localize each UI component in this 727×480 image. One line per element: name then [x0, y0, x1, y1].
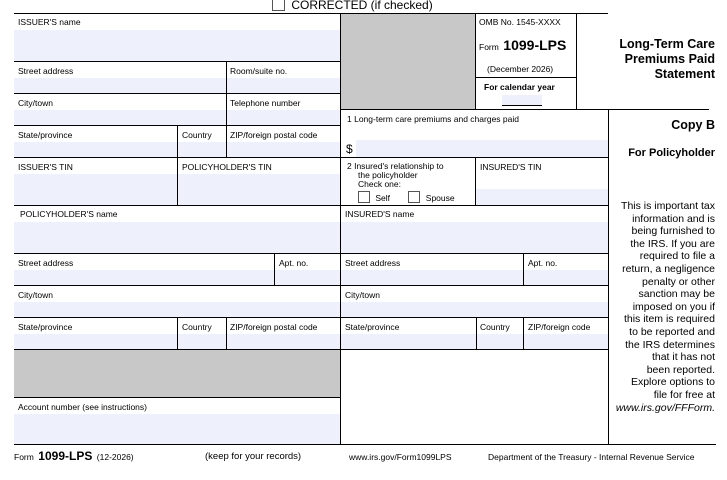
- copy-subtitle: For Policyholder: [628, 147, 715, 159]
- notice-line: www.irs.gov/FFForm.: [615, 401, 715, 414]
- insured-apt-label: Apt. no.: [528, 258, 558, 268]
- rule: [340, 13, 341, 445]
- issuer-state-label: State/province: [18, 130, 73, 140]
- rule: [177, 125, 178, 205]
- account-number-field[interactable]: [14, 414, 340, 444]
- box1-currency: $: [346, 142, 353, 156]
- policyholder-zip-label: ZIP/foreign postal code: [230, 322, 318, 332]
- insured-name-field[interactable]: [341, 222, 608, 253]
- notice-line: imposed on you if: [632, 300, 715, 313]
- footer-keep: (keep for your records): [205, 451, 302, 462]
- footer-dept: Department of the Treasury - Internal Revenue Service: [488, 452, 695, 462]
- notice-line: been reported.: [646, 363, 715, 376]
- rule: [14, 61, 341, 62]
- policyholder-country-field[interactable]: [178, 334, 226, 349]
- shaded-area-bottom: [14, 350, 340, 397]
- rule: [341, 109, 709, 110]
- notice-line: this item is required: [623, 313, 715, 326]
- notice-line: the IRS determines: [625, 338, 715, 351]
- copy-title: Copy B: [671, 118, 715, 132]
- account-number-label: Account number (see instructions): [18, 402, 147, 412]
- notice-line: file for free at: [653, 388, 715, 401]
- insured-street-field[interactable]: [341, 270, 523, 285]
- form-number-block: [479, 36, 566, 56]
- issuer-tin-field[interactable]: [14, 174, 177, 205]
- policyholder-apt-field[interactable]: [275, 270, 340, 285]
- policyholder-state-label: State/province: [18, 322, 73, 332]
- spouse-checkbox[interactable]: [408, 191, 420, 203]
- rule: [523, 253, 524, 285]
- policyholder-tin-field[interactable]: [178, 174, 340, 205]
- rule: [14, 253, 609, 254]
- insured-state-label: State/province: [345, 322, 400, 332]
- self-checkbox[interactable]: [358, 191, 370, 203]
- policyholder-apt-label: Apt. no.: [279, 258, 309, 268]
- rule: [14, 205, 609, 206]
- title-line-2: Premiums Paid: [624, 52, 715, 66]
- issuer-room-label: Room/suite no.: [230, 66, 288, 76]
- notice-line: return, a negligence: [622, 262, 715, 275]
- issuer-street-field[interactable]: [14, 78, 226, 93]
- footer-revision: (12-2026): [96, 452, 134, 462]
- shaded-area-top: [341, 14, 475, 109]
- policyholder-city-field[interactable]: [14, 302, 340, 317]
- insured-city-field[interactable]: [341, 302, 608, 317]
- policyholder-street-label: Street address: [18, 258, 74, 268]
- insured-name-label: INSURED'S name: [345, 209, 415, 219]
- issuer-state-field[interactable]: [14, 142, 177, 157]
- issuer-city-label: City/town: [18, 98, 53, 108]
- rule: [576, 13, 577, 110]
- notice-line: the IRS. If you are: [630, 237, 715, 250]
- insured-zip-field[interactable]: [524, 334, 608, 349]
- box2-label-line-2: the policyholder: [358, 170, 418, 180]
- insured-country-label: Country: [480, 322, 510, 332]
- rule: [226, 317, 227, 349]
- rule: [475, 13, 476, 110]
- issuer-country-label: Country: [182, 130, 212, 140]
- calendar-year-label: For calendar year: [484, 82, 555, 92]
- rule: [14, 13, 608, 14]
- rule: [14, 349, 609, 350]
- footer-form-id: [14, 449, 134, 464]
- notice-line: required to file a: [639, 250, 715, 263]
- form-word: Form: [479, 42, 499, 52]
- calendar-year-underline: [502, 105, 542, 106]
- policyholder-tin-label: POLICYHOLDER'S TIN: [182, 162, 272, 172]
- title-line-3: Statement: [654, 67, 715, 81]
- box2-label-line-3: Check one:: [358, 179, 401, 189]
- self-label: Self: [375, 193, 391, 203]
- notice-line: information and is: [632, 212, 715, 225]
- spouse-label: Spouse: [425, 193, 455, 203]
- insured-country-field[interactable]: [477, 334, 523, 349]
- issuer-room-field[interactable]: [227, 78, 340, 93]
- rule: [177, 317, 178, 349]
- policyholder-city-label: City/town: [18, 290, 53, 300]
- issuer-tin-label: ISSUER'S TIN: [18, 162, 73, 172]
- policyholder-zip-field[interactable]: [227, 334, 340, 349]
- issuer-zip-field[interactable]: [227, 142, 340, 157]
- box2-label: [347, 162, 444, 189]
- corrected-checkbox[interactable]: [272, 0, 285, 11]
- form-revision: (December 2026): [487, 64, 554, 74]
- rule: [274, 253, 275, 285]
- corrected-checkbox-row: [272, 0, 433, 12]
- corrected-label: CORRECTED (if checked): [291, 0, 433, 12]
- issuer-country-field[interactable]: [178, 142, 226, 157]
- notice-line: being furnished to: [631, 225, 715, 238]
- box1-label: 1 Long-term care premiums and charges paid: [347, 114, 519, 124]
- issuer-phone-field[interactable]: [227, 110, 340, 125]
- policyholder-state-field[interactable]: [14, 334, 177, 349]
- issuer-zip-label: ZIP/foreign postal code: [230, 130, 318, 140]
- issuer-street-label: Street address: [18, 66, 74, 76]
- insured-tin-field[interactable]: [476, 189, 608, 205]
- insured-tin-label: INSURED'S TIN: [480, 162, 542, 172]
- insured-city-label: City/town: [345, 290, 380, 300]
- insured-zip-label: ZIP/foreign code: [528, 322, 591, 332]
- rule: [14, 93, 341, 94]
- rule: [475, 157, 476, 205]
- notice-line: to be reported and: [629, 325, 715, 338]
- rule: [14, 317, 609, 318]
- rule: [14, 157, 609, 158]
- issuer-city-field[interactable]: [14, 110, 226, 125]
- issuer-phone-label: Telephone number: [230, 98, 301, 108]
- irs-notice: [610, 200, 715, 414]
- rule: [226, 61, 227, 157]
- form-title: [580, 37, 715, 82]
- footer-form-number: 1099-LPS: [38, 449, 93, 463]
- rule: [608, 109, 609, 445]
- notice-line: penalty or other: [642, 275, 715, 288]
- policyholder-name-label: POLICYHOLDER'S name: [20, 209, 118, 219]
- footer-url: www.irs.gov/Form1099LPS: [349, 452, 452, 462]
- policyholder-street-field[interactable]: [14, 270, 274, 285]
- rule: [14, 285, 609, 286]
- rule: [14, 397, 341, 398]
- title-line-1: Long-Term Care: [619, 37, 715, 51]
- footer-form-word: Form: [14, 452, 34, 462]
- box2-label-line-1: 2 Insured's relationship to: [347, 161, 444, 171]
- omb-number: OMB No. 1545-XXXX: [479, 17, 561, 27]
- insured-state-field[interactable]: [341, 334, 476, 349]
- notice-line: This is important tax: [621, 200, 715, 212]
- issuer-name-label: ISSUER'S name: [18, 17, 81, 27]
- form-number: 1099-LPS: [503, 37, 567, 53]
- policyholder-country-label: Country: [182, 322, 212, 332]
- notice-line: sanction may be: [638, 288, 715, 301]
- rule: [14, 444, 716, 445]
- insured-street-label: Street address: [345, 258, 401, 268]
- insured-apt-field[interactable]: [524, 270, 608, 285]
- notice-line: Explore options to: [630, 376, 715, 389]
- issuer-name-field[interactable]: [14, 30, 340, 61]
- box2-options: [358, 191, 455, 203]
- policyholder-name-field[interactable]: [14, 222, 340, 253]
- notice-line: that it has not: [651, 351, 715, 364]
- box1-amount-field[interactable]: [356, 140, 608, 157]
- rule: [476, 77, 576, 78]
- rule: [523, 317, 524, 349]
- rule: [476, 317, 477, 349]
